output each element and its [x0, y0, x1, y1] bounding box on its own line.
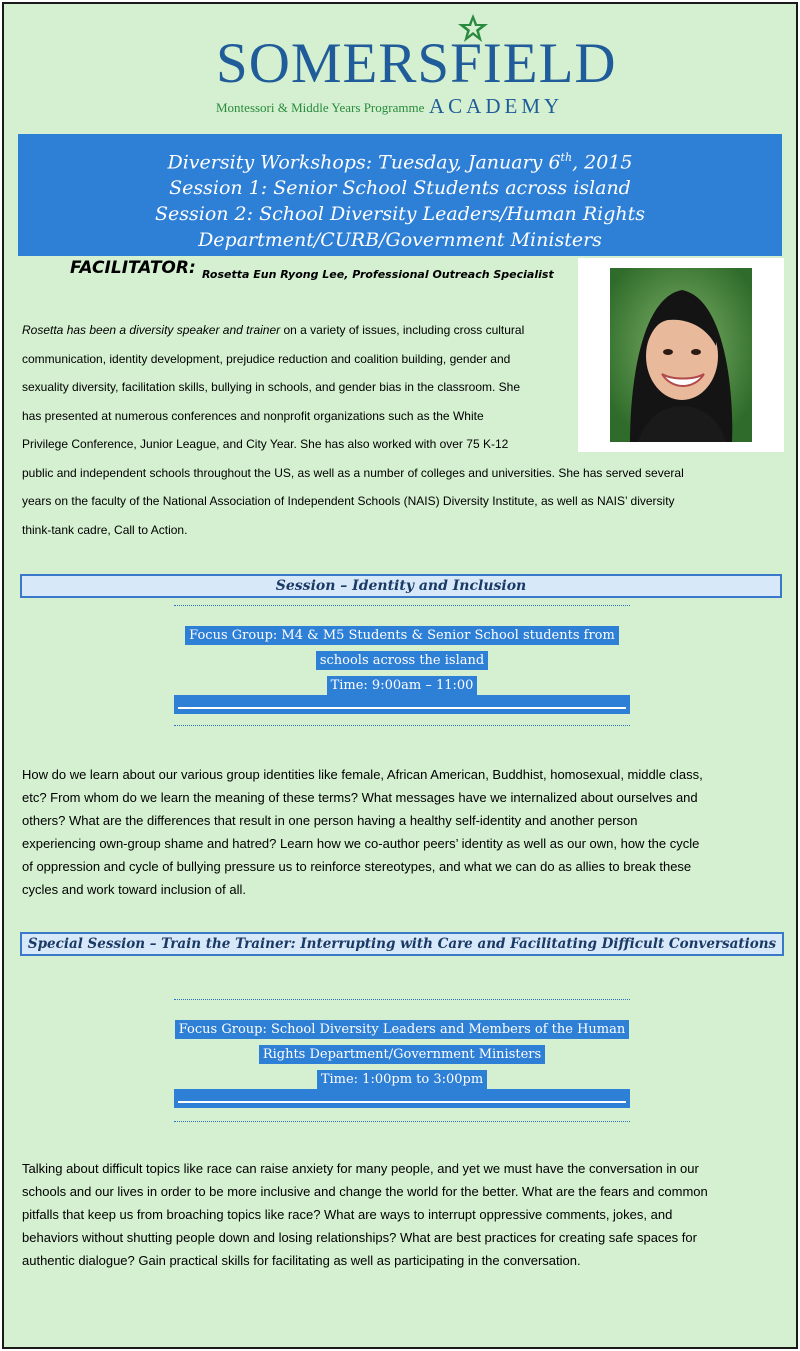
bio-line: sexuality diversity, facilitation skills, bullying in schools, and gender bias in the classroom. She — [22, 380, 521, 394]
desc-line: others? What are the differences that result in one person having a healthy self-identity and another person — [22, 813, 638, 828]
desc-line: Talking about difficult topics like race can raise anxiety for many people, and yet we must have the conversation in our — [22, 1161, 699, 1176]
focus-line: schools across the island — [316, 651, 488, 670]
facilitator-bio — [22, 316, 782, 544]
bio-line: think-tank cadre, Call to Action. — [22, 522, 188, 537]
facilitator-name: Rosetta Eun Ryong Lee, Professional Outreach Specialist — [202, 268, 554, 281]
bio-line: public and independent schools throughout the US, as well as a number of colleges and universities. She has served several — [22, 465, 684, 480]
dotted-divider — [174, 725, 630, 726]
banner-line-1: Diversity Workshops: Tuesday, January 6th, 2015 — [167, 151, 633, 174]
bio-line: Rosetta has been a diversity speaker and trainer on a variety of issues, including cross cultural — [22, 323, 525, 337]
focus-time: Time: 1:00pm to 3:00pm — [317, 1070, 487, 1089]
desc-line: of oppression and cycle of bullying pressure us to reinforce stereotypes, and what we can do as allies to break these — [22, 859, 692, 874]
bio-line: years on the faculty of the National Association of Independent Schools (NAIS) Diversity Institute, as well as NAIS’ diversity — [22, 494, 675, 508]
session-2-focus — [154, 1017, 650, 1092]
session-1-title: Session – Identity and Inclusion — [20, 574, 782, 598]
focus-bar — [174, 695, 630, 714]
banner-line-2: Session 1: Senior School Students across island — [169, 177, 631, 200]
desc-line: experiencing own-group shame and hatred? Learn how we co-author peers’ identity as well as our own, how the cycle — [22, 836, 700, 851]
dotted-divider — [174, 1121, 630, 1122]
dotted-divider — [174, 605, 630, 606]
desc-line: How do we learn about our various group identities like female, African American, Buddhist, homosexual, middle class, — [22, 767, 703, 782]
facilitator-label: FACILITATOR: — [70, 258, 196, 278]
bio-line: Privilege Conference, Junior League, and City Year. She has also worked with over 75 K-12 — [22, 437, 509, 451]
desc-line: behaviors without shutting people down and losing relationships? What are best practices for creating safe spaces for — [22, 1230, 697, 1245]
bio-line: communication, identity development, prejudice reduction and coalition building, gender and — [22, 351, 511, 366]
banner-line-3: Session 2: School Diversity Leaders/Human Rights — [154, 203, 645, 226]
focus-line: Focus Group: M4 & M5 Students & Senior School students from — [185, 626, 619, 645]
logo-academy: ACADEMY — [429, 94, 564, 118]
banner-line-4: Department/CURB/Government Ministers — [198, 229, 602, 252]
session-1-description — [22, 763, 784, 901]
session-1-focus — [154, 623, 650, 698]
desc-line: pitfalls that keep us from broaching topics like race? What are ways to interrupt oppressive comments, jokes, and — [22, 1207, 673, 1222]
focus-line: Focus Group: School Diversity Leaders and Members of the Human — [175, 1020, 630, 1039]
logo-subtitle: Montessori & Middle Years Programme — [216, 100, 425, 115]
focus-time: Time: 9:00am – 11:00 — [327, 676, 478, 695]
flyer-page — [2, 2, 798, 1349]
focus-bar — [174, 1089, 630, 1108]
bio-line: has presented at numerous conferences and nonprofit organizations such as the White — [22, 408, 484, 423]
focus-line: Rights Department/Government Ministers — [259, 1045, 545, 1064]
session-2-title: Special Session – Train the Trainer: Interrupting with Care and Facilitating Difficult Conversations — [20, 932, 784, 956]
session-2-description — [22, 1157, 784, 1272]
desc-line: etc? From whom do we learn the meaning of these terms? What messages have we internalized about ourselves and — [22, 790, 698, 805]
title-banner — [18, 134, 782, 256]
logo-wordmark: SOMERSFIELD — [216, 32, 617, 95]
dotted-divider — [174, 999, 630, 1000]
desc-line: cycles and work toward inclusion of all. — [22, 882, 246, 897]
desc-line: authentic dialogue? Gain practical skills for facilitating as well as participating in the conversation. — [22, 1253, 581, 1268]
desc-line: schools and our lives in order to be more inclusive and change the world for the better. What are the fears and common — [22, 1184, 708, 1199]
